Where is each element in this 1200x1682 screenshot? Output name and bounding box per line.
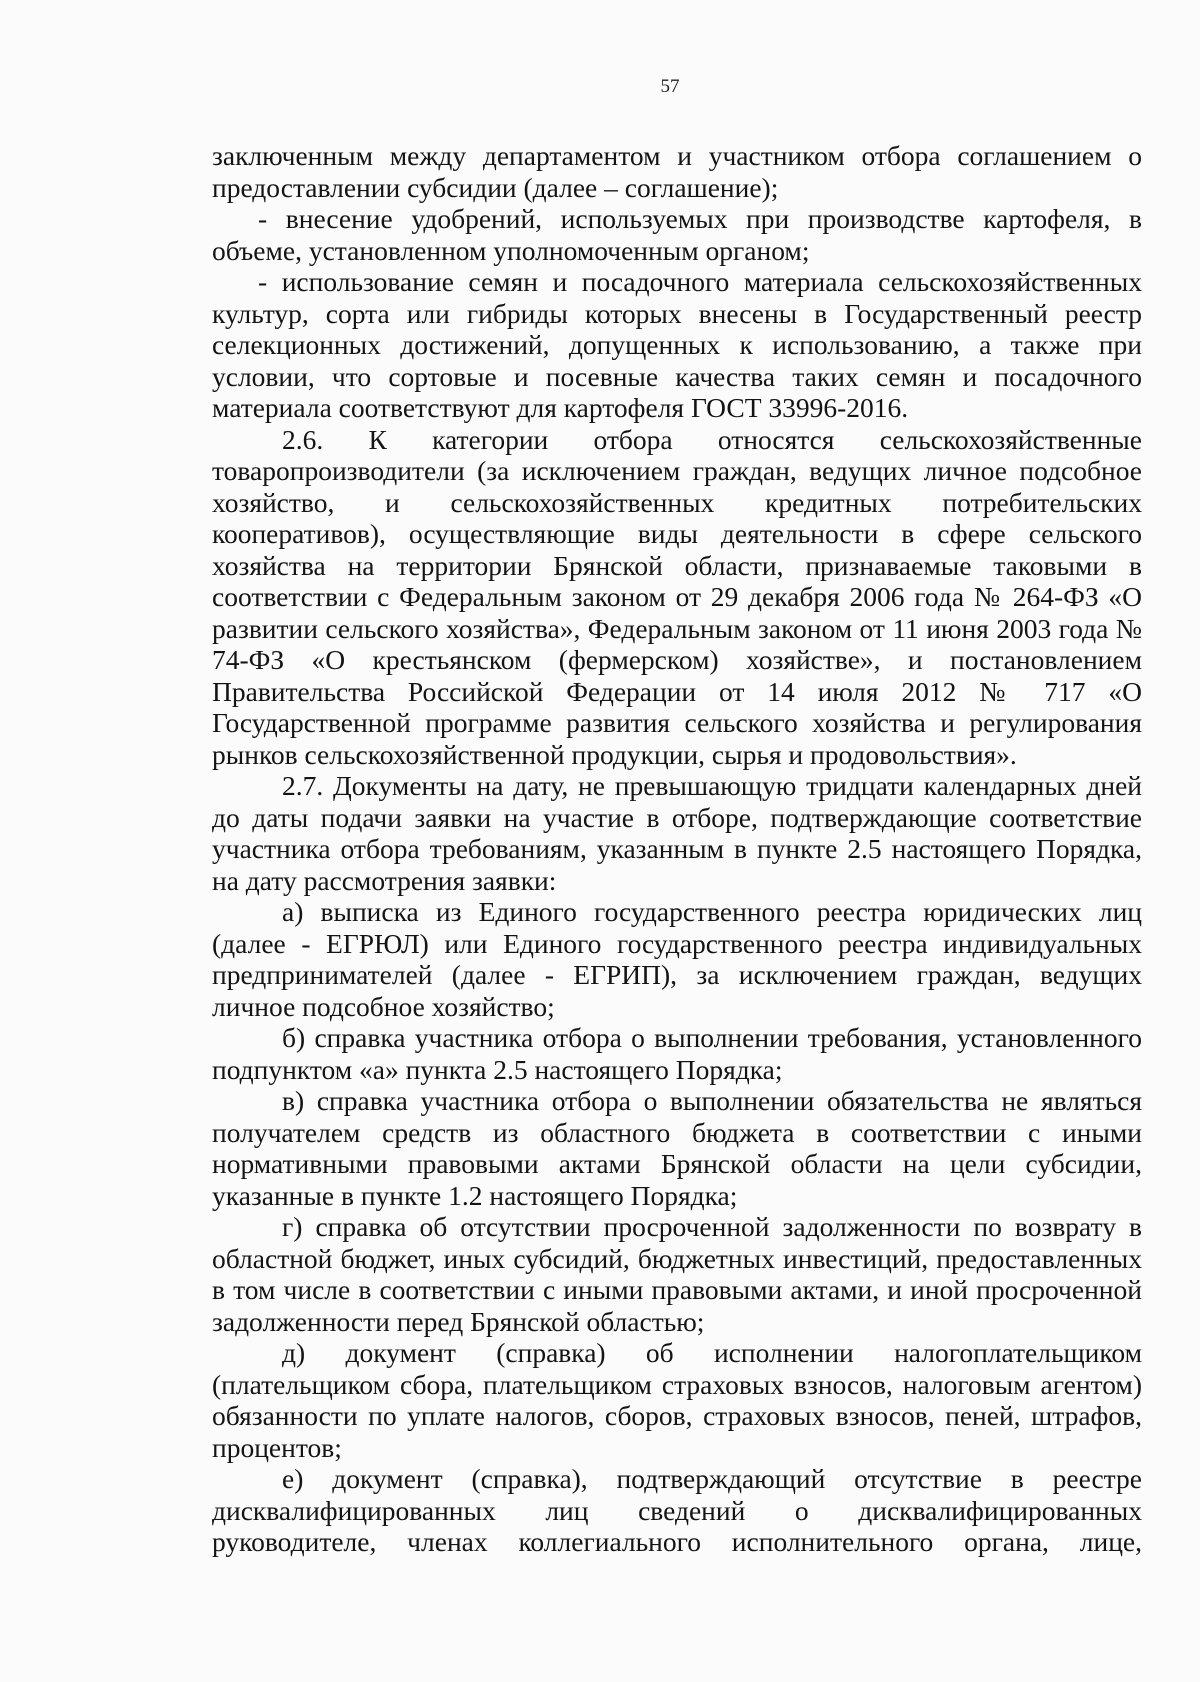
list-item-d: д) документ (справка) об исполнении налогоплательщиком (плательщиком сбора, плательщиком страховых взносов, налоговым агентом) обязанности по уплате налогов, сборов, страховых взносов, пеней, штрафов, процентов; xyxy=(212,1337,1142,1463)
list-item-seeds: - использование семян и посадочного материала сельскохозяйственных культур, сорта или гибриды которых внесены в Государственный реестр селекционных достижений, допущенных к использованию, а также при условии, что сортовые и посевные качества таких семян и посадочного материала соответствуют для картофеля ГОСТ 33996-2016. xyxy=(212,266,1142,423)
paragraph-contract: заключенным между департаментом и участником отбора соглашением о предоставлении субсидии (далее – соглашение); xyxy=(212,140,1142,203)
paragraph-2-7: 2.7. Документы на дату, не превышающую тридцати календарных дней до даты подачи заявки на участие в отборе, подтверждающие соответствие участника отбора требованиям, указанным в пункте 2.5 настоящего Порядка, на дату рассмотрения заявки: xyxy=(212,770,1142,896)
list-item-fertilizer: - внесение удобрений, используемых при производстве картофеля, в объеме, установленном уполномоченным органом; xyxy=(212,203,1142,266)
list-item-b: б) справка участника отбора о выполнении требования, установленного подпунктом «а» пункта 2.5 настоящего Порядка; xyxy=(212,1022,1142,1085)
page-number: 57 xyxy=(660,76,680,97)
list-item-g: г) справка об отсутствии просроченной задолженности по возврату в областной бюджет, иных субсидий, бюджетных инвестиций, предоставленных в том числе в соответствии с иными правовыми актами, и иной просроченной задолженности перед Брянской областью; xyxy=(212,1211,1142,1337)
list-item-v: в) справка участника отбора о выполнении обязательства не являться получателем средств из областного бюджета в соответствии с иными нормативными правовыми актами Брянской области на цели субсидии, указанные в пункте 1.2 настоящего Порядка; xyxy=(212,1085,1142,1211)
document-body xyxy=(212,140,1142,1558)
list-item-e: е) документ (справка), подтверждающий отсутствие в реестре дисквалифицированных лиц сведений о дисквалифицированных руководителе, членах коллегиального исполнительного органа, лице, xyxy=(212,1463,1142,1557)
paragraph-2-6: 2.6. К категории отбора относятся сельскохозяйственные товаропроизводители (за исключением граждан, ведущих личное подсобное хозяйство, и сельскохозяйственных кредитных потребительских кооперативов), осуществляющие виды деятельности в сфере сельского хозяйства на территории Брянской области, признаваемые таковыми в соответствии с Федеральным законом от 29 декабря 2006 года № 264-ФЗ «О развитии сельского хозяйства», Федеральным законом от 11 июня 2003 года № 74-ФЗ «О крестьянском (фермерском) хозяйстве», и постановлением Правительства Российской Федерации от 14 июля 2012 № 717 «О Государственной программе развития сельского хозяйства и регулирования рынков сельскохозяйственной продукции, сырья и продовольствия». xyxy=(212,423,1142,770)
list-item-a: а) выписка из Единого государственного реестра юридических лиц (далее - ЕГРЮЛ) или Единого государственного реестра индивидуальных предпринимателей (далее - ЕГРИП), за исключением граждан, ведущих личное подсобное хозяйство; xyxy=(212,896,1142,1022)
